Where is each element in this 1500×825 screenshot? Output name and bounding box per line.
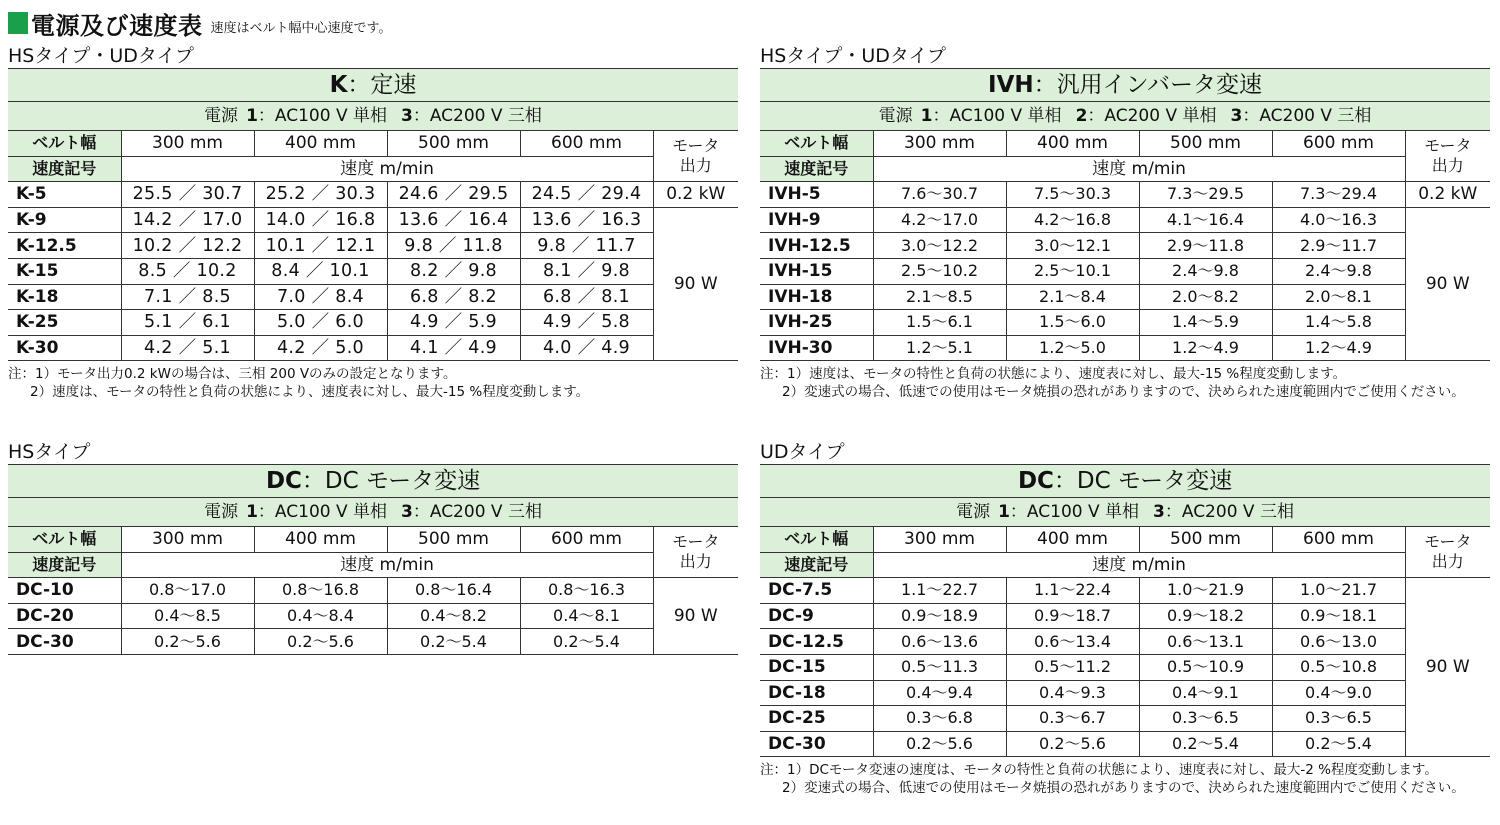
speed-value: 0.9～18.2 [1139,603,1272,629]
speed-code: K-18 [8,284,121,310]
table-row [760,233,1490,259]
power-option-text: ：AC200 V 三相 [1242,106,1372,126]
speed-code: K-9 [8,207,121,233]
speed-value: 5.1 ／ 6.1 [121,310,254,336]
power-option-number: 3 [401,106,413,126]
motor-label-line2: 出力 [1431,156,1464,176]
speed-code: K-25 [8,310,121,336]
note-line: 注：1）モータ出力0.2 kWの場合は、三相 200 Vのみの設定となります。 [8,366,457,383]
belt-width-value: 400 mm [1006,131,1139,157]
speed-unit-label: 速度 m/min [121,552,653,578]
speed-value: 0.5～11.3 [873,654,1006,680]
speed-code: DC-15 [760,654,873,680]
speed-code: DC-12.5 [760,629,873,655]
speed-unit-label: 速度 m/min [873,156,1405,182]
speed-value: 0.6～13.1 [1139,629,1272,655]
table-title-text: ：定速 [347,72,417,98]
speed-value: 0.2～5.4 [520,629,653,655]
speed-code: DC-20 [8,603,121,629]
speed-value: 8.4 ／ 10.1 [254,258,387,284]
belt-width-value: 300 mm [873,131,1006,157]
speed-value: 1.2～5.1 [873,335,1006,361]
speed-value: 0.6～13.0 [1272,629,1405,655]
table-notes [760,761,1490,797]
speed-value: 14.2 ／ 17.0 [121,207,254,233]
speed-value: 7.3～29.4 [1272,182,1405,208]
power-supply-row [760,498,1490,527]
power-option [1153,502,1294,522]
speed-value: 4.2～16.8 [1006,207,1139,233]
speed-value: 0.4～8.2 [387,603,520,629]
speed-value: 5.0 ／ 6.0 [254,310,387,336]
motor-label-line1: モータ [672,532,720,552]
table-row [8,578,738,604]
speed-code: K-30 [8,335,121,361]
speed-code: IVH-15 [760,258,873,284]
speed-value: 6.8 ／ 8.2 [387,284,520,310]
power-option-text: ：AC200 V 三相 [1164,502,1294,522]
speed-value: 13.6 ／ 16.4 [387,207,520,233]
speed-value: 7.0 ／ 8.4 [254,284,387,310]
motor-label-line1: モータ [1424,136,1472,156]
speed-value: 2.9～11.8 [1139,233,1272,259]
speed-value: 1.1～22.7 [873,578,1006,604]
speed-value: 10.1 ／ 12.1 [254,233,387,259]
speed-value: 2.4～9.8 [1272,258,1405,284]
speed-value: 0.9～18.1 [1272,603,1405,629]
speed-value: 2.0～8.2 [1139,284,1272,310]
speed-value: 2.9～11.7 [1272,233,1405,259]
motor-output-value: 90 W [653,578,738,655]
power-supply-row [8,102,738,131]
power-label: 電源 [204,106,239,126]
speed-value: 0.5～10.9 [1139,654,1272,680]
motor-label-line1: モータ [1424,532,1472,552]
motor-output-header [653,131,738,182]
speed-value: 9.8 ／ 11.8 [387,233,520,259]
note-line: 2）変速式の場合、低速での使用はモータ焼損の恐れがありますので、決められた速度範囲内でご使用ください。 [782,780,1465,797]
motor-output-header [653,527,738,578]
speed-code: DC-30 [760,731,873,757]
speed-value: 1.4～5.8 [1272,310,1405,336]
panel-dc-ud [760,440,1490,797]
speed-value: 2.1～8.4 [1006,284,1139,310]
belt-width-value: 500 mm [387,131,520,157]
speed-code: IVH-30 [760,335,873,361]
page-subtitle: 速度はベルト幅中心速度です。 [210,20,392,36]
power-option-text: ：AC200 V 三相 [412,106,542,126]
power-option [246,502,387,522]
speed-code-label: 速度記号 [8,156,121,182]
speed-value: 0.4～8.4 [254,603,387,629]
speed-value: 13.6 ／ 16.3 [520,207,653,233]
table-row [8,335,738,361]
table-title [8,465,738,498]
page-header [8,8,391,38]
belt-width-value: 600 mm [520,131,653,157]
table-row [760,654,1490,680]
table-title-text: ：汎用インバータ変速 [1033,72,1263,98]
speed-value: 7.1 ／ 8.5 [121,284,254,310]
speed-value: 0.3～6.8 [873,706,1006,732]
speed-value: 4.2 ／ 5.1 [121,335,254,361]
speed-value: 1.0～21.7 [1272,578,1405,604]
speed-value: 0.8～17.0 [121,578,254,604]
section-label: HSタイプ・UDタイプ [760,45,946,67]
power-option-text: ：AC100 V 単相 [257,502,388,522]
table-row [760,680,1490,706]
speed-value: 2.5～10.2 [873,258,1006,284]
power-option [401,502,542,522]
power-label: 電源 [878,106,913,126]
power-option-text: ：AC100 V 単相 [257,106,387,126]
belt-width-value: 600 mm [1272,131,1405,157]
speed-code: DC-10 [8,578,121,604]
power-option [921,106,1062,126]
speed-value: 10.2 ／ 12.2 [121,233,254,259]
panel-ivh [760,44,1490,401]
belt-width-value: 400 mm [1006,527,1139,553]
speed-code: DC-30 [8,629,121,655]
table-title-code: DC [265,468,302,494]
note-line: 2）速度は、モータの特性と負荷の状態により、速度表に対し、最大-15 %程度変動します。 [30,384,590,401]
green-square-icon [8,12,28,34]
note-line: 注：1）速度は、モータの特性と負荷の状態により、速度表に対し、最大-15 %程度変動します。 [760,366,1347,383]
table-row [8,233,738,259]
speed-value: 0.2～5.6 [254,629,387,655]
speed-value: 0.8～16.3 [520,578,653,604]
speed-value: 0.8～16.8 [254,578,387,604]
speed-value: 7.3～29.5 [1139,182,1272,208]
table-row [760,207,1490,233]
speed-code: DC-9 [760,603,873,629]
speed-value: 7.5～30.3 [1006,182,1139,208]
speed-code-label: 速度記号 [8,552,121,578]
speed-value: 0.3～6.7 [1006,706,1139,732]
speed-code: IVH-5 [760,182,873,208]
belt-width-label: ベルト幅 [760,131,873,157]
motor-label-line2: 出力 [679,156,712,176]
power-label: 電源 [956,502,991,522]
table-row [760,335,1490,361]
speed-code-label: 速度記号 [760,156,873,182]
motor-output-value: 90 W [653,207,738,361]
table-row [8,182,738,208]
power-label: 電源 [204,502,239,522]
power-option [246,106,387,126]
speed-code: K-12.5 [8,233,121,259]
speed-value: 1.1～22.4 [1006,578,1139,604]
table-row [8,603,738,629]
speed-value: 0.4～9.0 [1272,680,1405,706]
power-option [1231,106,1372,126]
speed-value: 3.0～12.1 [1006,233,1139,259]
power-option-text: ：AC100 V 単相 [1009,502,1140,522]
speed-code: K-15 [8,258,121,284]
speed-table [760,68,1490,361]
speed-value: 8.5 ／ 10.2 [121,258,254,284]
table-row [760,182,1490,208]
speed-value: 0.9～18.9 [873,603,1006,629]
speed-value: 0.4～8.1 [520,603,653,629]
power-option [998,502,1139,522]
speed-value: 0.4～9.4 [873,680,1006,706]
table-title-text: ：DC モータ変速 [301,468,481,494]
table-title [760,69,1490,102]
speed-value: 1.0～21.9 [1139,578,1272,604]
table-row [760,629,1490,655]
table-title-code: DC [1017,468,1054,494]
power-option [401,106,542,126]
speed-value: 0.5～10.8 [1272,654,1405,680]
belt-width-value: 300 mm [121,527,254,553]
speed-value: 14.0 ／ 16.8 [254,207,387,233]
speed-value: 0.2～5.6 [873,731,1006,757]
motor-label-line2: 出力 [1431,552,1464,572]
speed-value: 4.9 ／ 5.9 [387,310,520,336]
speed-value: 0.2～5.4 [387,629,520,655]
belt-width-value: 400 mm [254,527,387,553]
speed-table [760,464,1490,757]
power-option-text: ：AC200 V 三相 [412,502,542,522]
table-row [8,258,738,284]
speed-value: 4.1 ／ 4.9 [387,335,520,361]
page-title: 電源及び速度表 [31,11,203,40]
speed-value: 0.2～5.4 [1272,731,1405,757]
speed-value: 2.1～8.5 [873,284,1006,310]
speed-code: IVH-18 [760,284,873,310]
power-supply-row [760,102,1490,131]
speed-value: 6.8 ／ 8.1 [520,284,653,310]
speed-code: IVH-9 [760,207,873,233]
speed-value: 4.0～16.3 [1272,207,1405,233]
speed-value: 0.2～5.6 [1006,731,1139,757]
speed-value: 0.6～13.4 [1006,629,1139,655]
belt-width-value: 500 mm [387,527,520,553]
speed-value: 0.4～9.1 [1139,680,1272,706]
power-option-number: 1 [920,106,933,126]
belt-width-value: 400 mm [254,131,387,157]
table-row [760,706,1490,732]
power-option-number: 2 [1075,106,1088,126]
table-row [760,284,1490,310]
speed-value: 4.1～16.4 [1139,207,1272,233]
speed-code: IVH-25 [760,310,873,336]
power-option-number: 3 [1230,106,1243,126]
speed-value: 24.6 ／ 29.5 [387,182,520,208]
belt-width-label: ベルト幅 [760,527,873,553]
speed-code: DC-18 [760,680,873,706]
table-title-code: K [329,72,348,98]
speed-value: 0.3～6.5 [1139,706,1272,732]
table-notes [8,365,738,401]
speed-value: 1.2～4.9 [1139,335,1272,361]
speed-code-label: 速度記号 [760,552,873,578]
speed-table [8,68,738,361]
speed-table [8,464,738,655]
belt-width-value: 300 mm [121,131,254,157]
speed-value: 4.2 ／ 5.0 [254,335,387,361]
table-row [8,629,738,655]
belt-width-value: 300 mm [873,527,1006,553]
note-line: 注：1）DCモータ変速の速度は、モータの特性と負荷の状態により、速度表に対し、最大-2 %程度変動します。 [760,762,1438,779]
belt-width-value: 600 mm [1272,527,1405,553]
table-row [760,731,1490,757]
speed-value: 0.4～9.3 [1006,680,1139,706]
motor-label-line2: 出力 [679,552,712,572]
speed-value: 25.2 ／ 30.3 [254,182,387,208]
power-supply-row [8,498,738,527]
belt-width-label: ベルト幅 [8,527,121,553]
speed-value: 7.6～30.7 [873,182,1006,208]
power-option-number: 3 [401,502,413,522]
table-title-code: IVH [988,72,1034,98]
speed-value: 9.8 ／ 11.7 [520,233,653,259]
speed-value: 0.2～5.4 [1139,731,1272,757]
motor-label-line1: モータ [672,136,720,156]
panel-k [8,44,738,401]
speed-value: 4.2～17.0 [873,207,1006,233]
belt-width-value: 600 mm [520,527,653,553]
table-row [8,310,738,336]
speed-code: DC-7.5 [760,578,873,604]
table-notes [760,365,1490,401]
speed-value: 0.2～5.6 [121,629,254,655]
speed-value: 1.2～4.9 [1272,335,1405,361]
power-option-number: 1 [998,502,1010,522]
speed-value: 1.5～6.0 [1006,310,1139,336]
power-option-number: 1 [246,106,258,126]
panel-dc-hs [8,440,738,655]
speed-unit-label: 速度 m/min [121,156,653,182]
table-row [760,603,1490,629]
speed-value: 0.9～18.7 [1006,603,1139,629]
table-row [8,207,738,233]
belt-width-value: 500 mm [1139,131,1272,157]
power-option-number: 3 [1153,502,1165,522]
speed-value: 0.3～6.5 [1272,706,1405,732]
speed-code: K-5 [8,182,121,208]
speed-value: 4.9 ／ 5.8 [520,310,653,336]
speed-value: 8.1 ／ 9.8 [520,258,653,284]
speed-value: 0.8～16.4 [387,578,520,604]
table-title-text: ：DC モータ変速 [1053,468,1233,494]
power-option-number: 1 [246,502,258,522]
speed-value: 1.5～6.1 [873,310,1006,336]
speed-value: 1.2～5.0 [1006,335,1139,361]
power-option [1076,106,1217,126]
speed-value: 3.0～12.2 [873,233,1006,259]
motor-output-header [1405,131,1490,182]
speed-unit-label: 速度 m/min [873,552,1405,578]
power-option-text: ：AC200 V 単相 [1087,106,1217,126]
speed-value: 0.6～13.6 [873,629,1006,655]
speed-value: 24.5 ／ 29.4 [520,182,653,208]
speed-value: 0.4～8.5 [121,603,254,629]
section-label: HSタイプ [8,441,91,463]
table-title [760,465,1490,498]
table-row [760,258,1490,284]
speed-code: DC-25 [760,706,873,732]
speed-value: 25.5 ／ 30.7 [121,182,254,208]
belt-width-label: ベルト幅 [8,131,121,157]
motor-output-value: 0.2 kW [1405,182,1490,208]
speed-value: 2.5～10.1 [1006,258,1139,284]
section-label: HSタイプ・UDタイプ [8,45,194,67]
note-line: 2）変速式の場合、低速での使用はモータ焼損の恐れがありますので、決められた速度範囲内でご使用ください。 [782,384,1465,401]
table-row [760,578,1490,604]
speed-value: 2.4～9.8 [1139,258,1272,284]
speed-value: 1.4～5.9 [1139,310,1272,336]
speed-value: 0.5～11.2 [1006,654,1139,680]
speed-value: 8.2 ／ 9.8 [387,258,520,284]
motor-output-value: 90 W [1405,578,1490,757]
motor-output-value: 0.2 kW [653,182,738,208]
section-label: UDタイプ [760,441,845,463]
table-row [8,284,738,310]
motor-output-header [1405,527,1490,578]
speed-value: 2.0～8.1 [1272,284,1405,310]
table-title [8,69,738,102]
motor-output-value: 90 W [1405,207,1490,361]
belt-width-value: 500 mm [1139,527,1272,553]
speed-value: 4.0 ／ 4.9 [520,335,653,361]
speed-code: IVH-12.5 [760,233,873,259]
power-option-text: ：AC100 V 単相 [932,106,1062,126]
table-row [760,310,1490,336]
